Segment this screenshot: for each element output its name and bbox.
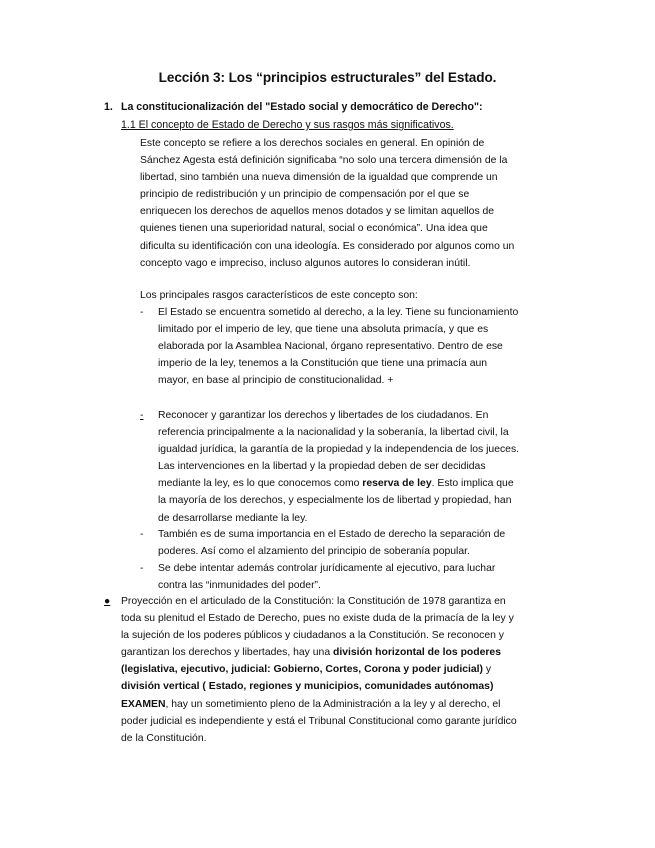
features-intro: Los principales rasgos característicos de este concepto son: [140,290,418,301]
list-dash: - [140,307,144,318]
list-dash: - [140,563,144,575]
list-dash: - [140,410,144,421]
features-list-2 [140,407,520,527]
list-item [140,304,520,389]
bullet-text-b: y [483,664,492,676]
bullet-text-c: , hay un sometimiento pleno de la Administración a la ley y al derecho, el poder judicial es independiente y está el Tribunal Constitucional como garante jurídico de la Constitución. [121,698,517,744]
list-item-text: También es de suma importancia en el Estado de derecho la separación de poderes. Así como el alzamiento del principio de soberanía popular. [158,529,506,558]
features-list-3 [140,526,520,594]
concept-paragraph: Este concepto se refiere a los derechos sociales en general. En opinión de Sánchez Agesta está definición significaba “no solo una tercera dimensión de la libertad, sino también una nueva dimensión de la igualdad que comprende un principio de redistribución y un principio de compensación por el que se enriquecen los derechos de aquellos menos dotados y se limitan aquellos de quienes tienen una superioridad natural, social o económica”. Una idea que dificulta su identificación con una ideología. Es considerado por algunos como un concepto vago e impreciso, incluso algunos autores lo consideran inútil. [140,138,515,269]
page-title: Lección 3: Los “principios estructurales” del Estado. [158,70,497,85]
section-heading-text: La constitucionalización del "Estado social y democrático de Derecho": [121,101,483,113]
list-item [140,526,520,560]
section-number: 1. [104,101,113,113]
list-item-text: El Estado se encuentra sometido al derecho, a la ley. Tiene su funcionamiento limitado por el imperio de ley, que tiene una absoluta primacía, y que es elaborada por la Asamblea Nacional, órgano representativo. Dentro de ese imperio de la ley, tenemos a la Constitución que tiene una primacía aun mayor, en base al principio de constitucionalidad. + [158,307,519,387]
features-list [140,304,520,389]
list-item-text-b: . Esto implica que la mayoría de los derechos, y especialmente los de libertad y propiedad, han de desarrollarse mediante la ley. [158,478,514,524]
list-item [140,407,520,527]
section-heading [104,101,483,113]
subsection-heading: 1.1 El concepto de Estado de Derecho y sus rasgos más significativos. [121,119,454,131]
list-item [140,560,520,594]
bullet-bold-b: división vertical ( Estado, regiones y municipios, comunidades autónomas) EXAMEN [121,681,494,710]
bullet-icon: ● [104,596,111,607]
bullet-text-a: Proyección en el articulado de la Constitución: la Constitución de 1978 garantiza en toda su plenitud el Estado de Derecho, pues no existe duda de la primacía de la ley y la sujeción de los poderes públicos y ciudadanos a la Constitución. Se reconocen y garantizan los derechos y libertades, hay una [121,596,514,659]
list-item-text: Se debe intentar además controlar jurídicamente al ejecutivo, para luchar contra las “inmunidades del poder”. [158,563,496,592]
list-item-text-a: Reconocer y garantizar los derechos y libertades de los ciudadanos. En referencia principalmente a la nacionalidad y la soberanía, la libertad civil, la igualdad jurídica, la garantía de la propiedad y la independencia de los jueces. Las intervenciones en la libertad y la propiedad deben de ser decididas mediante la ley, es lo que conocemos como [158,410,520,490]
list-item-bold: reserva de ley [362,478,432,490]
list-dash: - [140,529,144,540]
bullet-bold-a: división horizontal de los poderes (legislativa, ejecutivo, judicial: Gobierno, Cortes, Corona y poder judicial) [121,647,501,676]
constitution-paragraph [121,593,518,747]
